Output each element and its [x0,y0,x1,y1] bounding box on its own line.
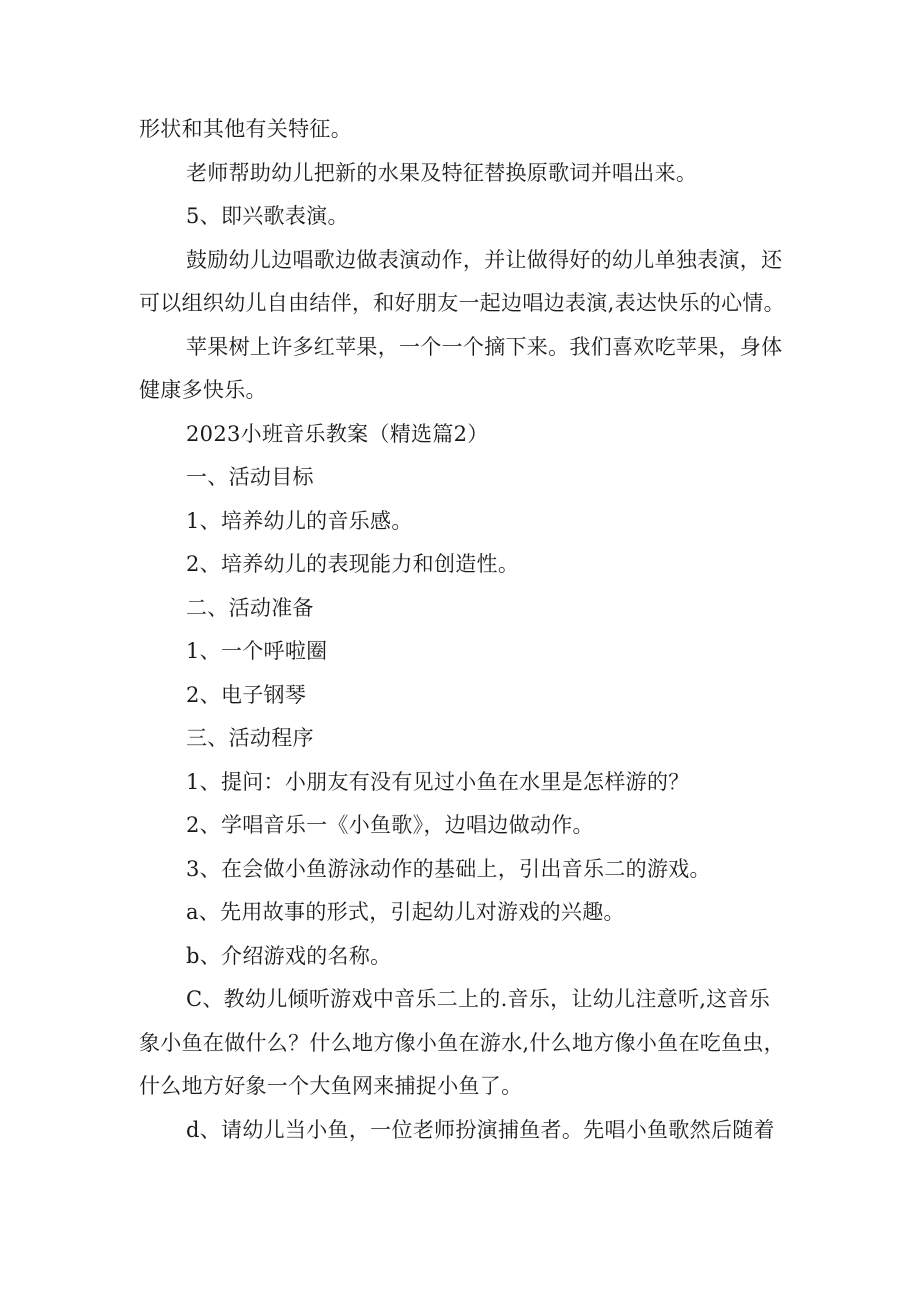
subheading: 三、活动程序 [186,726,314,750]
list-item: 3、在会做小鱼游泳动作的基础上，引出音乐二的游戏。 [186,856,711,881]
text-line: 5、即兴歌表演。 [186,204,349,228]
text-line: 象小鱼在做什么？什么地方像小鱼在游水,什么地方像小鱼在吃鱼虫， [139,1030,785,1055]
list-item: 1、提问：小朋友有没有见过小鱼在水里是怎样游的？ [186,769,690,794]
text-line: 老师帮助幼儿把新的水果及特征替换原歌词并唱出来。 [186,160,698,185]
text-line: 苹果树上许多红苹果，一个一个摘下来。我们喜欢吃苹果，身体 [186,334,783,359]
list-item: 2、电子钢琴 [186,682,307,707]
list-item: 2、培养幼儿的表现能力和创造性。 [186,552,520,576]
list-item: C、教幼儿倾听游戏中音乐二上的.音乐，让幼儿注意听,这音乐 [186,987,771,1011]
list-item: 1、一个呼啦圈 [186,639,328,663]
list-item: 1、培养幼儿的音乐感。 [186,508,413,533]
text-line: 形状和其他有关特征。 [139,117,352,141]
document-body [139,108,789,1152]
text-line: 健康多快乐。 [139,378,267,402]
list-item: a、先用故事的形式，引起幼儿对游戏的兴趣。 [186,900,625,924]
section-heading: 2023小班音乐教案（精选篇2） [186,421,489,446]
list-item: 2、学唱音乐一《小鱼歌》，边唱边做动作。 [186,813,594,837]
list-item: d、请幼儿当小鱼，一位老师扮演捕鱼者。先唱小鱼歌然后随着 [186,1117,775,1142]
subheading: 一、活动目标 [186,465,314,489]
text-line: 可以组织幼儿自由结伴，和好朋友一起边唱边表演,表达快乐的心情。 [139,291,785,315]
text-line: 鼓励幼儿边唱歌边做表演动作，并让做得好的幼儿单独表演，还 [186,247,783,272]
list-item: b、介绍游戏的名称。 [186,943,392,968]
text-line: 什么地方好象一个大鱼网来捕捉小鱼了。 [139,1074,523,1098]
subheading: 二、活动准备 [186,595,314,620]
